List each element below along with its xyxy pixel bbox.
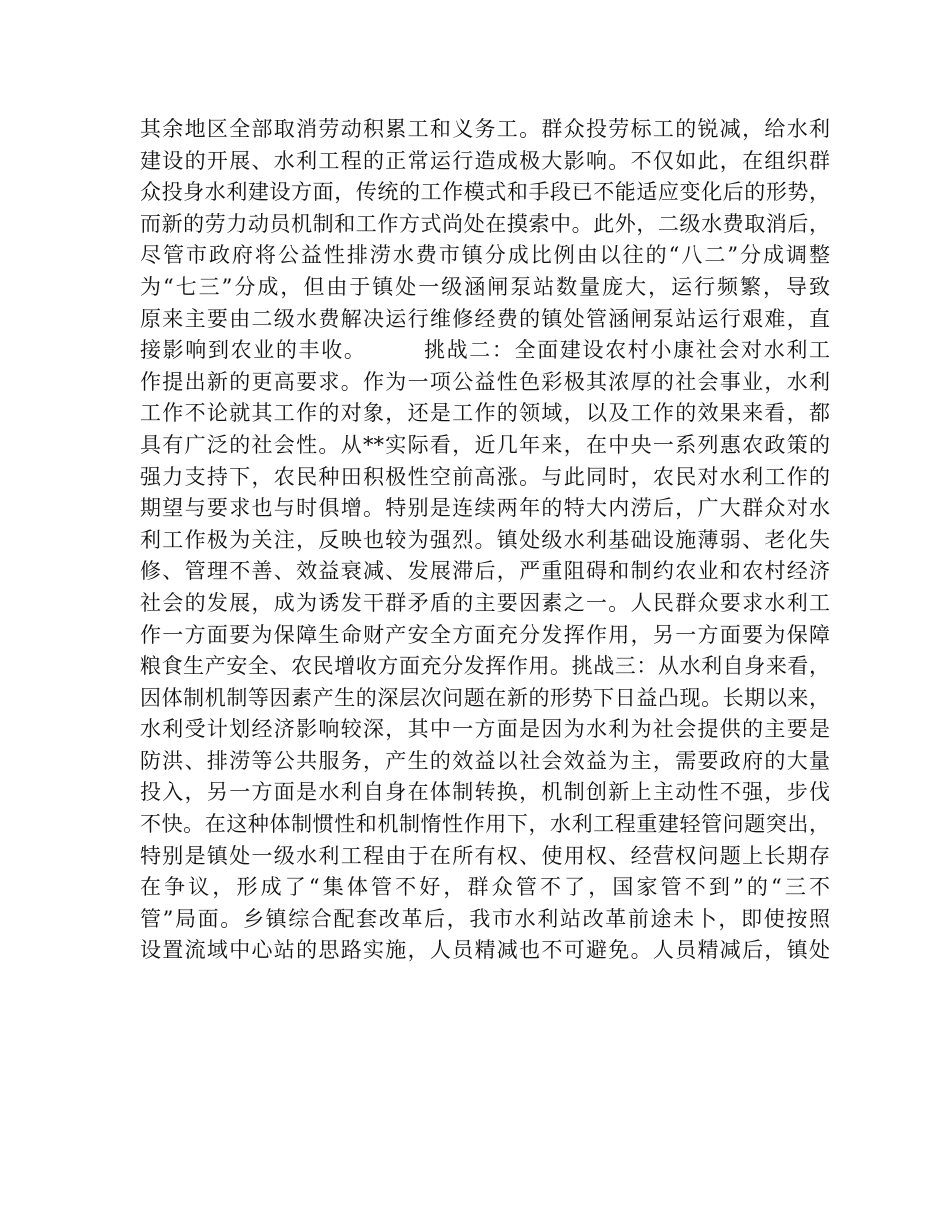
text-line: 防洪、排涝等公共服务，产生的效益以社会效益为主，需要政府的大量	[140, 748, 830, 773]
text-line: 投入，另一方面是水利自身在体制转换，机制创新上主动性不强，步伐	[140, 780, 830, 805]
text-line: 管”局面。乡镇综合配套改革后，我市水利站改革前途未卜，即使按照	[140, 906, 830, 931]
text-line: 接影响到农业的丰收。 挑战二：全面建设农村小康社会对水利工	[140, 338, 830, 363]
text-line: 建设的开展、水利工程的正常运行造成极大影响。不仅如此，在组织群	[140, 148, 830, 173]
text-line: 因体制机制等因素产生的深层次问题在新的形势下日益凸现。长期以来，	[140, 685, 830, 710]
text-line: 水利受计划经济影响较深，其中一方面是因为水利为社会提供的主要是	[140, 717, 830, 742]
text-line: 不快。在这种体制惯性和机制惰性作用下，水利工程重建轻管问题突出，	[140, 812, 830, 837]
text-line: 期望与要求也与时俱增。特别是连续两年的特大内涝后，广大群众对水	[140, 496, 830, 521]
text-line: 作一方面要为保障生命财产安全方面充分发挥作用，另一方面要为保障	[140, 622, 830, 647]
text-line: 在争议，形成了“集体管不好，群众管不了，国家管不到”的“三不	[140, 875, 830, 900]
text-line: 特别是镇处一级水利工程由于在所有权、使用权、经营权问题上长期存	[140, 843, 830, 868]
text-line: 尽管市政府将公益性排涝水费市镇分成比例由以往的“八二”分成调整	[140, 243, 830, 268]
text-line: 设置流域中心站的思路实施，人员精减也不可避免。人员精减后，镇处	[140, 938, 830, 963]
text-line: 其余地区全部取消劳动积累工和义务工。群众投劳标工的锐减，给水利	[140, 117, 830, 141]
text-line: 作提出新的更高要求。作为一项公益性色彩极其浓厚的社会事业，水利	[140, 369, 830, 394]
text-line: 修、管理不善、效益衰减、发展滞后，严重阻碍和制约农业和农村经济	[140, 559, 830, 584]
text-line: 利工作极为关注，反映也较为强烈。镇处级水利基础设施薄弱、老化失	[140, 527, 830, 552]
text-line: 社会的发展，成为诱发干群矛盾的主要因素之一。人民群众要求水利工	[140, 590, 830, 615]
text-line: 工作不论就其工作的对象，还是工作的领域，以及工作的效果来看，都	[140, 401, 830, 426]
text-line: 原来主要由二级水费解决运行维修经费的镇处管涵闸泵站运行艰难，直	[140, 306, 830, 331]
text-line: 而新的劳力动员机制和工作方式尚处在摸索中。此外，二级水费取消后，	[140, 211, 830, 236]
body-text	[140, 114, 830, 967]
text-line: 众投身水利建设方面，传统的工作模式和手段已不能适应变化后的形势，	[140, 180, 830, 205]
text-line: 具有广泛的社会性。从**实际看，近几年来，在中央一系列惠农政策的	[140, 432, 830, 457]
text-line: 为“七三”分成，但由于镇处一级涵闸泵站数量庞大，运行频繁，导致	[140, 274, 830, 299]
text-line: 强力支持下，农民种田积极性空前高涨。与此同时，农民对水利工作的	[140, 464, 830, 489]
text-line: 粮食生产安全、农民增收方面充分发挥作用。挑战三：从水利自身来看，	[140, 654, 830, 679]
